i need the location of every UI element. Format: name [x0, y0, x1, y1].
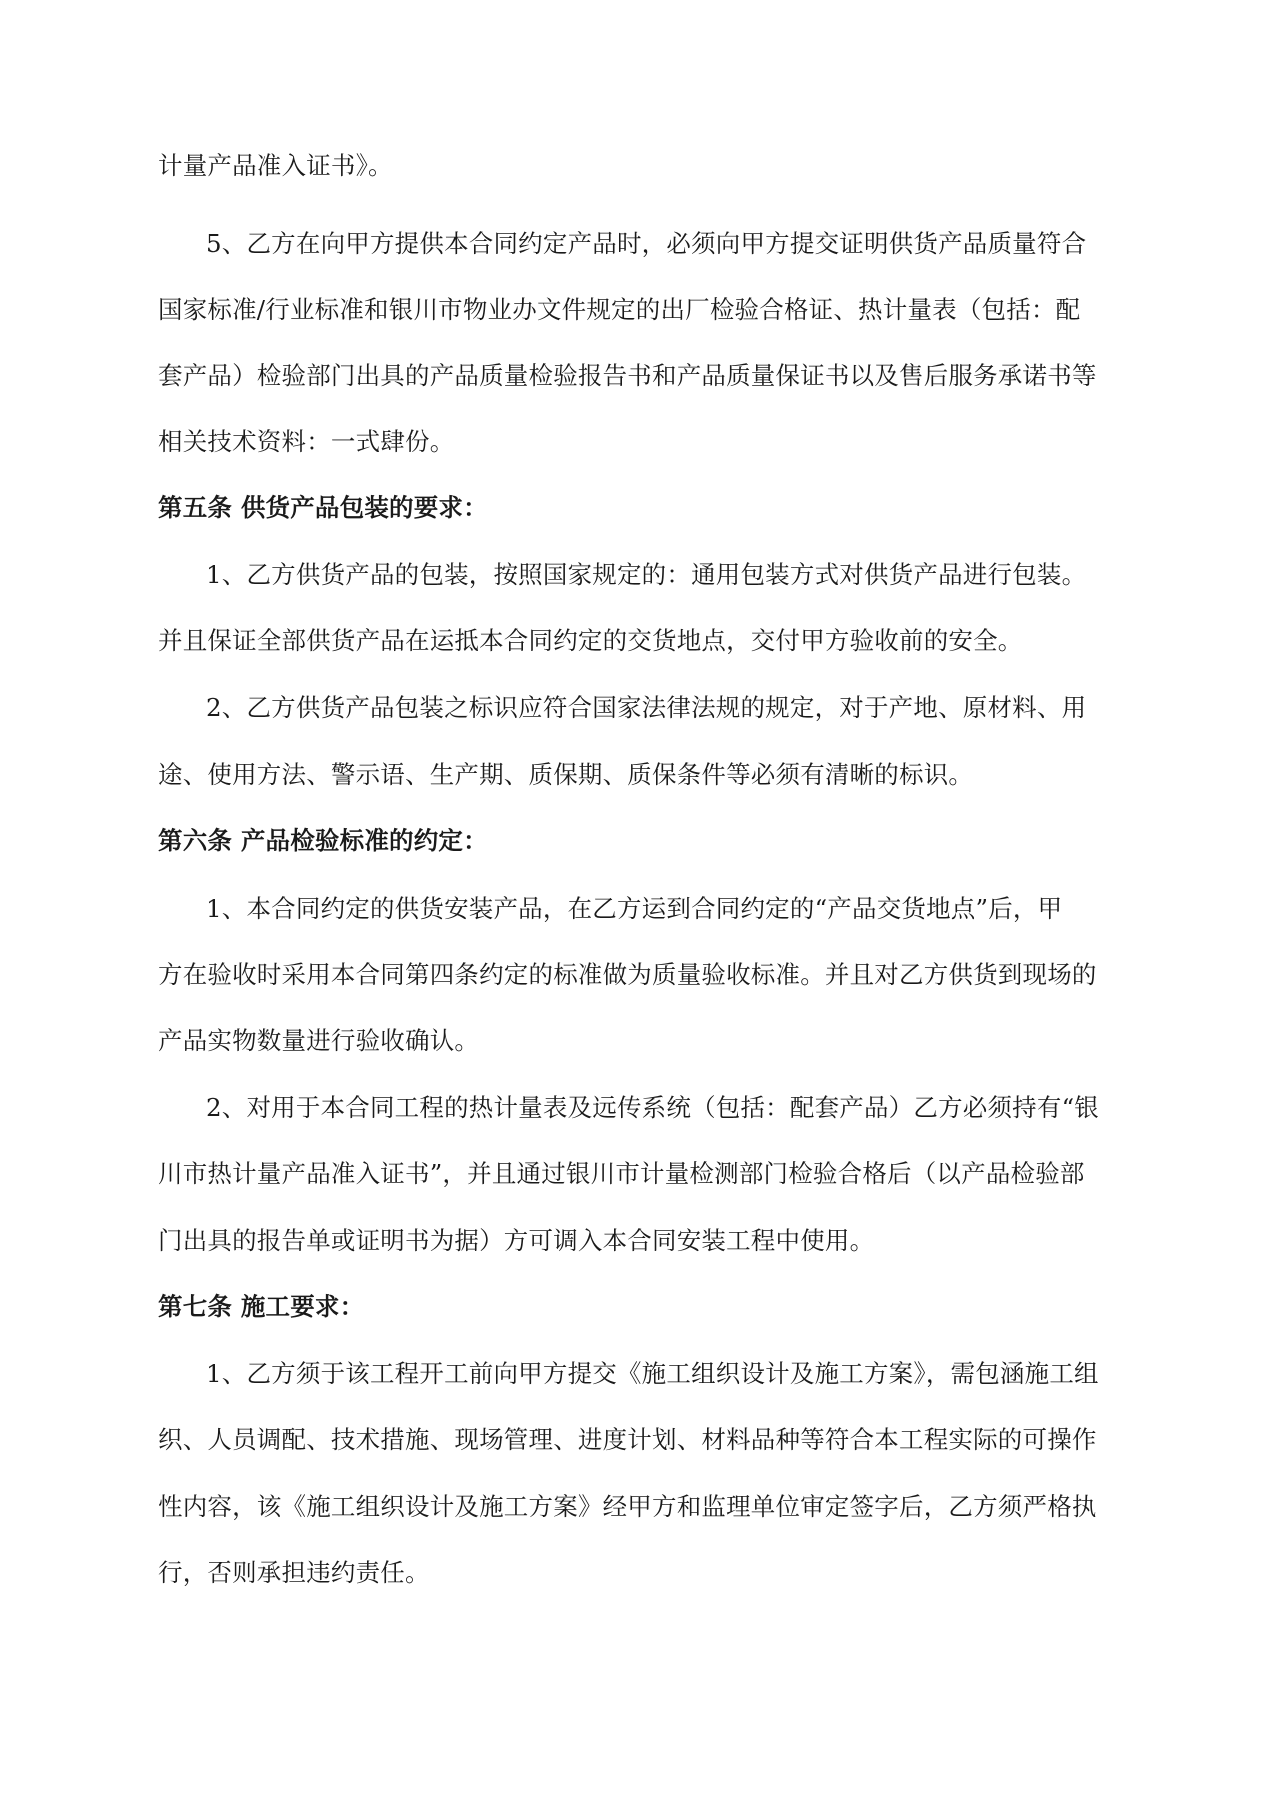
section-heading: 第六条 产品检验标准的约定： [158, 826, 488, 855]
paragraph-line: 产品实物数量进行验收确认。 [158, 1026, 480, 1055]
paragraph-line: 门出具的报告单或证明书为据）方可调入本合同安装工程中使用。 [158, 1226, 875, 1255]
paragraph-line: 相关技术资料：一式肆份。 [158, 427, 455, 456]
section-heading: 第五条 供货产品包装的要求： [158, 493, 488, 522]
paragraph-line: 1、乙方供货产品的包装，按照国家规定的：通用包装方式对供货产品进行包装。 [206, 560, 1087, 589]
paragraph-line: 国家标准/行业标准和银川市物业办文件规定的出厂检验合格证、热计量表（包括：配 [158, 295, 1081, 324]
paragraph-line: 2、对用于本合同工程的热计量表及远传系统（包括：配套产品）乙方必须持有“银 [206, 1093, 1100, 1122]
paragraph-line: 途、使用方法、警示语、生产期、质保期、质保条件等必须有清晰的标识。 [158, 760, 974, 789]
paragraph-line: 1、本合同约定的供货安装产品，在乙方运到合同约定的“产品交货地点”后，甲 [206, 894, 1063, 923]
paragraph-line: 织、人员调配、技术措施、现场管理、进度计划、材料品种等符合本工程实际的可操作 [158, 1425, 1097, 1454]
paragraph-line: 2、乙方供货产品包装之标识应符合国家法律法规的规定，对于产地、原材料、用 [206, 693, 1087, 722]
paragraph-line: 5、乙方在向甲方提供本合同约定产品时，必须向甲方提交证明供货产品质量符合 [206, 229, 1087, 258]
paragraph-line: 1、乙方须于该工程开工前向甲方提交《施工组织设计及施工方案》，需包涵施工组 [206, 1359, 1099, 1388]
paragraph-line: 套产品）检验部门出具的产品质量检验报告书和产品质量保证书以及售后服务承诺书等 [158, 361, 1097, 390]
section-heading: 第七条 施工要求： [158, 1292, 365, 1321]
paragraph-line: 行，否则承担违约责任。 [158, 1558, 430, 1587]
paragraph-line: 计量产品准入证书》。 [158, 151, 393, 180]
paragraph-line: 性内容，该《施工组织设计及施工方案》经甲方和监理单位审定签字后，乙方须严格执 [158, 1492, 1097, 1521]
paragraph-line: 方在验收时采用本合同第四条约定的标准做为质量验收标准。并且对乙方供货到现场的 [158, 960, 1097, 989]
paragraph-line: 并且保证全部供货产品在运抵本合同约定的交货地点，交付甲方验收前的安全。 [158, 626, 1023, 655]
paragraph-line: 川市热计量产品准入证书”，并且通过银川市计量检测部门检验合格后（以产品检验部 [158, 1159, 1085, 1188]
